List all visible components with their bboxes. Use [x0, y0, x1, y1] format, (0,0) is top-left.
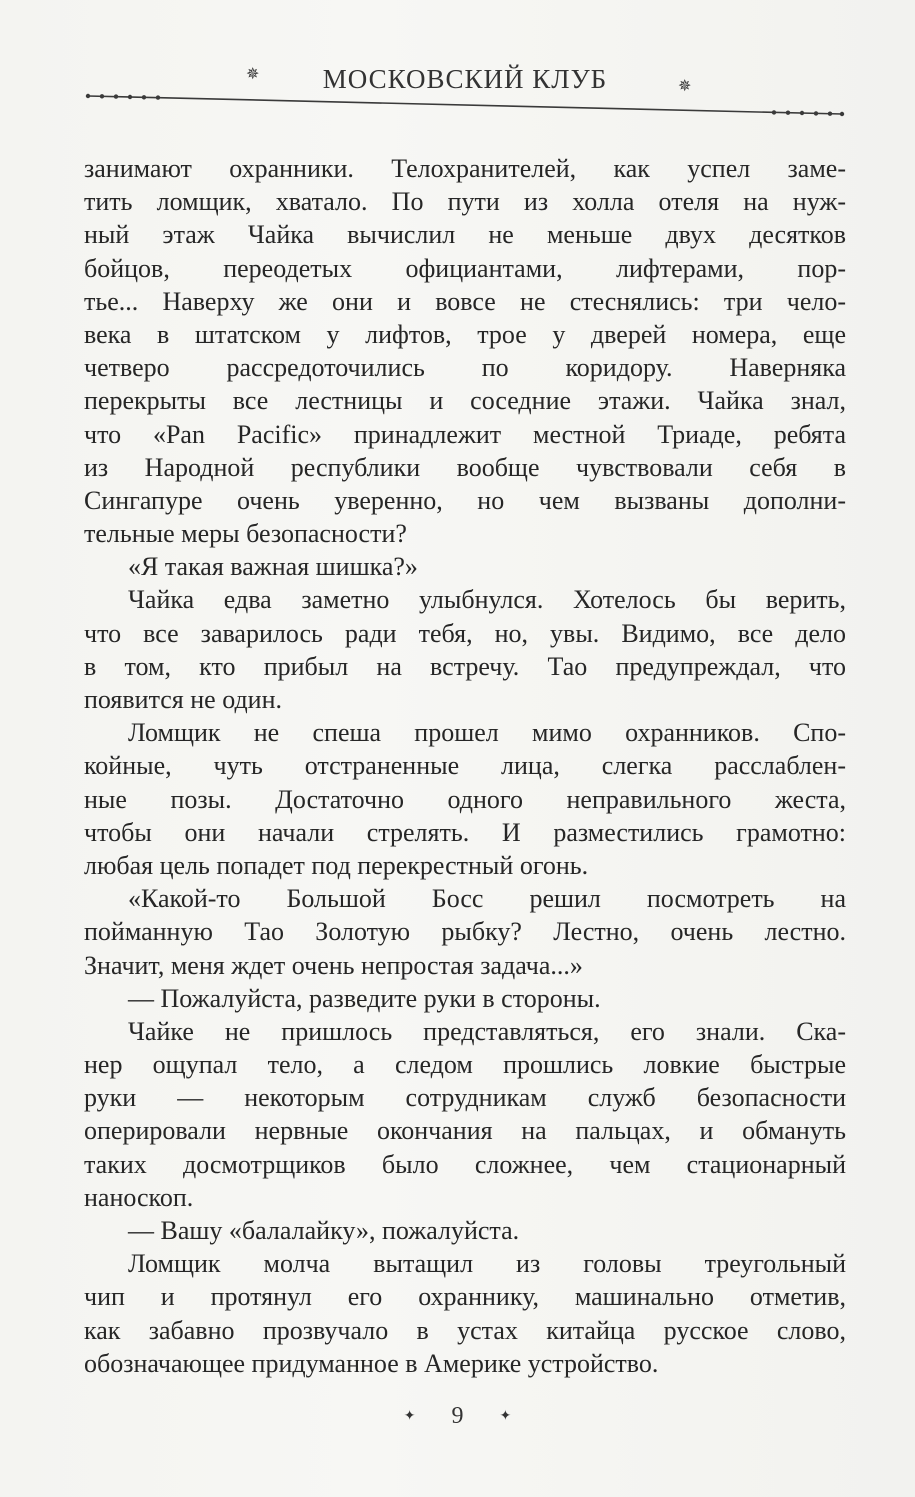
text-line: оперировали нервные окончания на пальцах, и обмануть [84, 1116, 846, 1146]
text-line: обозначающее придуманное в Америке устройство. [84, 1348, 659, 1378]
snowflake-icon: ✵ [246, 66, 260, 83]
text-line: века в штатском у лифтов, трое у дверей номера, еще [84, 319, 846, 349]
text-line: как забавно прозвучало в устах китайца русское слово, [84, 1315, 846, 1345]
text-line: ные позы. Достаточно одного неправильного жеста, [84, 784, 846, 814]
diamond-icon: ✦ [499, 1408, 512, 1424]
text-line: койные, чуть отстраненные лица, слегка расслаблен- [84, 751, 846, 781]
text-line: «Какой-то Большой Босс решил посмотреть на [128, 884, 846, 914]
text-line: чтобы они начали стрелять. И разместились грамотно: [84, 817, 846, 847]
text-line: Сингапуре очень уверенно, но чем вызваны дополни- [84, 485, 846, 515]
text-line: тельные меры безопасности? [84, 519, 407, 549]
text-line: бойцов, переодетых официантами, лифтерами, пор- [84, 253, 846, 283]
text-line: руки — некоторым сотрудникам служб безопасности [84, 1083, 846, 1113]
text-line: чип и протянул его охраннику, машинально отметив, [84, 1282, 846, 1312]
text-line: пойманную Тао Золотую рыбку? Лестно, очень лестно. [84, 917, 846, 947]
page-number: 9 [451, 1402, 464, 1429]
text-line: Чайке не пришлось представляться, его знали. Ска- [128, 1016, 846, 1046]
text-line: Ломщик молча вытащил из головы треугольный [128, 1249, 846, 1279]
text-line: таких досмотрщиков было сложнее, чем стационарный [84, 1149, 846, 1179]
text-line: ный этаж Чайка вычислил не меньше двух десятков [84, 220, 846, 250]
running-header [80, 58, 850, 128]
text-line: любая цель попадет под перекрестный огонь. [84, 850, 589, 880]
text-line: нер ощупал тело, а следом прошлись ловкие быстрые [84, 1050, 846, 1080]
text-line: перекрыты все лестницы и соседние этажи. Чайка знал, [84, 386, 846, 416]
diamond-icon: ✦ [403, 1408, 416, 1424]
text-line: из Народной республики вообще чувствовали себя в [84, 452, 846, 482]
text-line: четверо рассредоточились по коридору. Наверняка [84, 353, 846, 383]
body-text [84, 152, 846, 1380]
page-footer [0, 1402, 915, 1430]
text-line: занимают охранники. Телохранителей, как успел заме- [84, 154, 846, 183]
text-line: — Вашу «балалайку», пожалуйста. [128, 1216, 520, 1245]
text-line: что все заварилось ради тебя, но, увы. Видимо, все дело [84, 618, 846, 648]
text-line: — Пожалуйста, разведите руки в стороны. [128, 983, 601, 1013]
text-line: Чайка едва заметно улыбнулся. Хотелось бы верить, [128, 585, 846, 615]
text-line: Ломщик не спеша прошел мимо охранников. Спо- [128, 718, 846, 748]
text-line: тье... Наверху же они и вовсе не стеснялись: три чело- [84, 286, 846, 316]
text-line: в том, кто прибыл на встречу. Тао предупреждал, что [84, 651, 846, 681]
text-line: «Я такая важная шишка?» [128, 552, 418, 582]
text-line: наноскоп. [84, 1182, 194, 1212]
text-line: появится не один. [84, 685, 283, 714]
running-title: МОСКОВСКИЙ КЛУБ [322, 64, 608, 94]
text-line: что «Pan Pacific» принадлежит местной Триаде, ребята [84, 419, 846, 449]
text-line: Значит, меня ждет очень непростая задача...» [84, 950, 583, 980]
text-line: тить ломщик, хватало. По пути из холла отеля на нуж- [84, 187, 846, 217]
snowflake-icon: ✵ [678, 78, 692, 95]
